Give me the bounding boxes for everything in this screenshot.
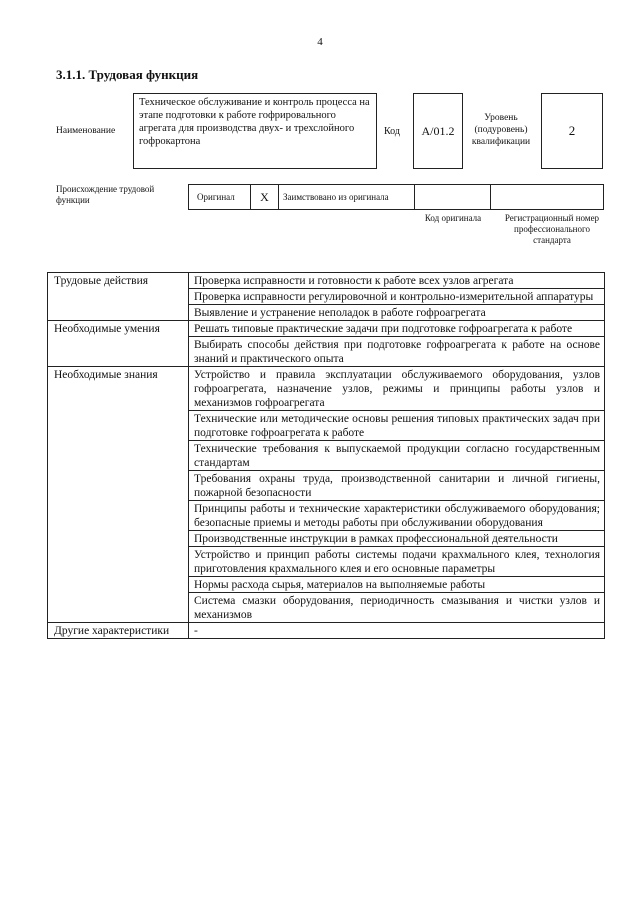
- knowledge-item: Технические требования к выпускаемой продукции согласно государственным стандартам: [189, 441, 605, 471]
- actions-item: Выявление и устранение неполадок в работе гофроагрегата: [189, 305, 605, 321]
- section-title: 3.1.1. Трудовая функция: [56, 67, 199, 82]
- knowledge-item: Технические или методические основы решения типовых практических задач при подготовке гофроагрегата к работе: [189, 411, 605, 441]
- skills-item: Решать типовые практические задачи при подготовке гофроагрегата к работе: [189, 321, 605, 337]
- knowledge-item: Устройство и принцип работы системы подачи крахмального клея, технология приготовления крахмального клея и его основные параметры: [189, 547, 605, 577]
- knowledge-item: Система смазки оборудования, периодичность смазывания и чистки узлов и механизмов: [189, 593, 605, 623]
- level-box: 2: [541, 93, 603, 169]
- code-label: Код: [384, 126, 400, 137]
- knowledge-item: Принципы работы и технические характеристики обслуживаемого оборудования; безопасные приемы и методы работы при обслуживании оборудования: [189, 501, 605, 531]
- origin-row: [188, 184, 604, 210]
- skills-item: Выбирать способы действия при подготовке гофроагрегата к работе на основе знаний и практического опыта: [189, 337, 605, 367]
- knowledge-item: Производственные инструкции в рамках профессиональной деятельности: [189, 531, 605, 547]
- knowledge-item: Устройство и правила эксплуатации обслуживаемого оборудования, узлов гофроагрегата, назначение узлов, режимы и принципы работы узлов и механизмов гофроагрегата: [189, 367, 605, 411]
- code-original-caption: Код оригинала: [424, 213, 482, 223]
- skills-head: Необходимые умения: [48, 321, 189, 367]
- knowledge-head: Необходимые знания: [48, 367, 189, 623]
- actions-item: Проверка исправности и готовности к работе всех узлов агрегата: [189, 273, 605, 289]
- actions-item: Проверка исправности регулировочной и контрольно-измерительной аппаратуры: [189, 289, 605, 305]
- other-head: Другие характеристики: [48, 623, 189, 639]
- knowledge-item: Нормы расхода сырья, материалов на выполняемые работы: [189, 577, 605, 593]
- code-box: A/01.2: [413, 93, 463, 169]
- knowledge-item: Требования охраны труда, производственной санитарии и личной гигиены, пожарной безопасности: [189, 471, 605, 501]
- origin-mark: X: [251, 185, 279, 209]
- function-table: [47, 272, 605, 639]
- table-row: [48, 623, 605, 639]
- table-row: [48, 321, 605, 337]
- function-name-box: Техническое обслуживание и контроль процесса на этапе подготовки к работе гофрировального агрегата для производства двух- и трехслойного гофрокартона: [133, 93, 377, 169]
- name-label: Наименование: [56, 126, 116, 136]
- level-label: Уровень (подуровень) квалификации: [471, 113, 531, 147]
- origin-borrowed: Заимствовано из оригинала: [279, 185, 415, 209]
- table-row: [48, 367, 605, 411]
- origin-code-cell: [415, 185, 491, 209]
- origin-original: Оригинал: [189, 185, 251, 209]
- actions-head: Трудовые действия: [48, 273, 189, 321]
- other-value: -: [189, 623, 605, 639]
- origin-label: Происхождение трудовой функции: [56, 184, 155, 205]
- page-number: 4: [317, 36, 323, 48]
- origin-reg-cell: [491, 185, 603, 209]
- table-row: [48, 273, 605, 289]
- registration-caption: Регистрационный номер профессионального стандарта: [504, 213, 600, 245]
